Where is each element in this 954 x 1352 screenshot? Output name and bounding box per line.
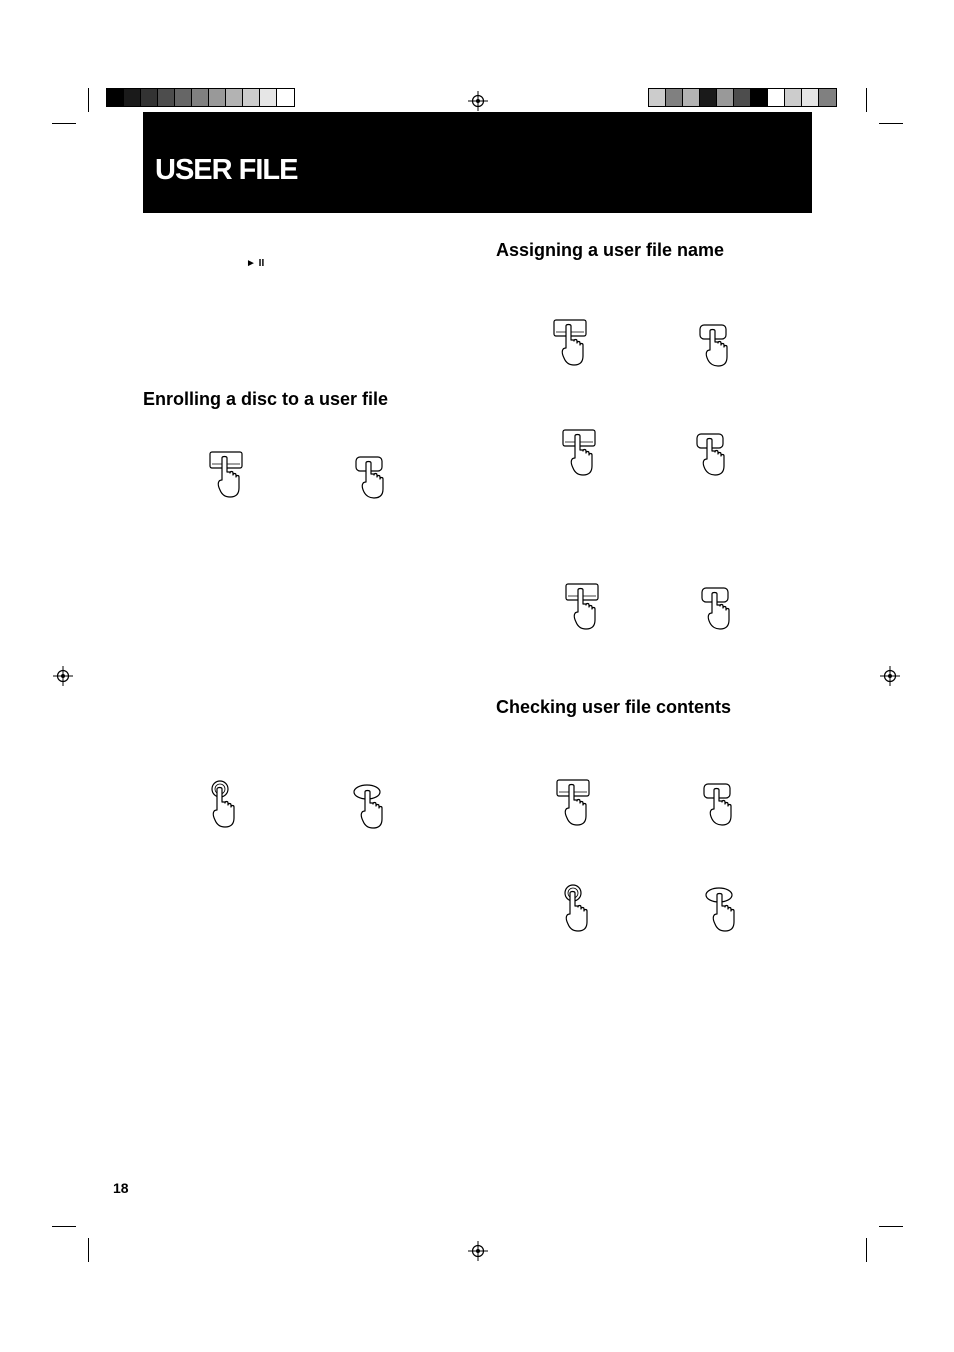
title-bar	[143, 112, 812, 213]
press-round-button-hand-icon	[562, 884, 592, 932]
press-key-hand-icon	[700, 586, 734, 630]
press-key-hand-icon	[698, 323, 732, 367]
color-swatch	[175, 89, 192, 106]
color-swatch	[209, 89, 226, 106]
crop-mark	[866, 1238, 867, 1262]
color-swatch	[107, 89, 124, 106]
page-number: 18	[113, 1180, 129, 1196]
color-swatch	[141, 89, 158, 106]
section-heading-enrolling: Enrolling a disc to a user file	[143, 389, 389, 409]
color-swatch	[226, 89, 243, 106]
color-swatch	[700, 89, 717, 106]
color-swatch	[717, 89, 734, 106]
press-button-hand-icon	[564, 582, 600, 630]
crop-mark	[866, 88, 867, 112]
color-swatch	[649, 89, 666, 106]
crop-mark	[52, 1226, 76, 1227]
crop-mark	[52, 123, 76, 124]
page-title: USER FILE	[155, 154, 298, 186]
play-pause-icon: ► II	[246, 258, 265, 269]
registration-target-icon	[53, 666, 73, 686]
press-key-hand-icon	[702, 782, 736, 826]
press-oval-button-hand-icon	[352, 783, 388, 829]
press-key-hand-icon	[695, 432, 729, 476]
press-key-hand-icon	[354, 455, 388, 499]
color-swatch	[124, 89, 141, 106]
crop-mark	[879, 1226, 903, 1227]
crop-mark	[88, 88, 89, 112]
color-swatch	[751, 89, 768, 106]
color-swatch	[802, 89, 819, 106]
registration-target-icon	[468, 1241, 488, 1261]
color-swatch	[683, 89, 700, 106]
color-swatch	[666, 89, 683, 106]
color-swatch	[785, 89, 802, 106]
color-swatch	[192, 89, 209, 106]
color-swatch	[734, 89, 751, 106]
press-round-button-hand-icon	[209, 780, 239, 828]
press-oval-button-hand-icon	[704, 886, 740, 932]
color-registration-bar-left	[106, 88, 295, 107]
color-swatch	[768, 89, 785, 106]
press-button-hand-icon	[561, 428, 597, 476]
press-button-hand-icon	[555, 778, 591, 826]
color-swatch	[819, 89, 836, 106]
color-registration-bar-right	[648, 88, 837, 107]
color-swatch	[158, 89, 175, 106]
section-heading-assigning: Assigning a user file name	[496, 240, 725, 260]
press-button-hand-icon	[208, 450, 244, 498]
section-heading-checking: Checking user file contents	[496, 697, 732, 717]
registration-target-icon	[468, 91, 488, 111]
crop-mark	[88, 1238, 89, 1262]
color-swatch	[260, 89, 277, 106]
color-swatch	[243, 89, 260, 106]
press-button-hand-icon	[552, 318, 588, 366]
crop-mark	[879, 123, 903, 124]
color-swatch	[277, 89, 294, 106]
registration-target-icon	[880, 666, 900, 686]
